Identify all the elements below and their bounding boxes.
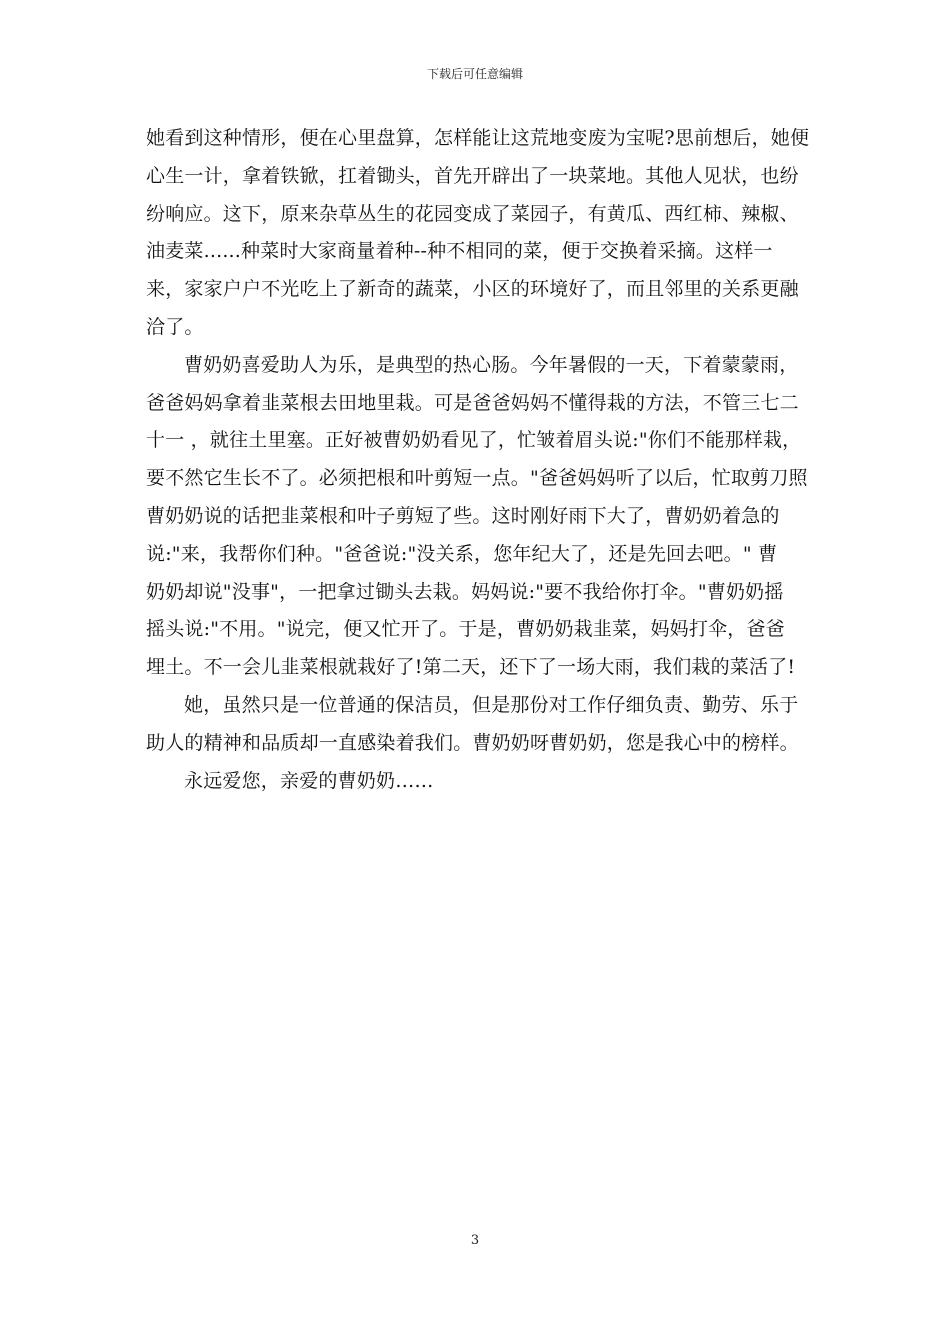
text-line: 洽了。 bbox=[146, 315, 204, 338]
text-line: 摇头说:"不用。"说完，便又忙开了。于是，曹奶奶栽韭菜，妈妈打伞，爸爸 bbox=[146, 618, 785, 641]
page-number: 3 bbox=[470, 1233, 480, 1248]
document-body bbox=[146, 120, 810, 800]
text-line: 说:"来，我帮你们种。"爸爸说:"没关系，您年纪大了，还是先回去吧。" 曹 bbox=[146, 542, 778, 565]
text-line: 曹奶奶说的话把韭菜根和叶子剪短了些。这时刚好雨下大了，曹奶奶着急的 bbox=[146, 504, 780, 527]
text-line: 油麦菜......种菜时大家商量着种--种不相同的菜，便于交换着采摘。这样一 bbox=[146, 240, 773, 263]
text-line: 心生一计，拿着铁锨，扛着锄头，首先开辟出了一块菜地。其他人见状，也纷 bbox=[146, 164, 799, 187]
text-line: 要不然它生长不了。必须把根和叶剪短一点。"爸爸妈妈听了以后，忙取剪刀照 bbox=[146, 467, 808, 490]
paragraph-start-line: 曹奶奶喜爱助人为乐，是典型的热心肠。今年暑假的一天，下着蒙蒙雨， bbox=[184, 353, 799, 376]
paragraph-start-line: 她，虽然只是一位普通的保洁员，但是那份对工作仔细负责、勤劳、乐于 bbox=[184, 693, 799, 716]
text-line: 来，家家户户不光吃上了新奇的蔬菜，小区的环境好了，而且邻里的关系更融 bbox=[146, 278, 799, 301]
text-line: 十一 ，就往土里塞。正好被曹奶奶看见了，忙皱着眉头说:"你们不能那样栽， bbox=[146, 429, 802, 452]
text-line: 纷响应。这下，原来杂草丛生的花园变成了菜园子，有黄瓜、西红柿、辣椒、 bbox=[146, 202, 799, 225]
text-line: 她看到这种情形，便在心里盘算，怎样能让这荒地变废为宝呢?思前想后，她便 bbox=[146, 127, 810, 149]
page-header: 下载后可任意编辑 bbox=[426, 67, 523, 81]
paragraph-start-line: 永远爱您，亲爱的曹奶奶…… bbox=[184, 769, 434, 792]
text-line: 助人的精神和品质却一直感染着我们。曹奶奶呀曹奶奶，您是我心中的榜样。 bbox=[146, 731, 799, 754]
text-line: 奶奶却说"没事"，一把拿过锄头去栽。妈妈说:"要不我给你打伞。"曹奶奶摇 bbox=[146, 580, 784, 603]
text-line: 埋土。不一会儿韭菜根就栽好了!第二天，还下了一场大雨，我们栽的菜活了! bbox=[146, 656, 796, 679]
text-line: 爸爸妈妈拿着韭菜根去田地里栽。可是爸爸妈妈不懂得栽的方法，不管三七二 bbox=[146, 391, 799, 414]
